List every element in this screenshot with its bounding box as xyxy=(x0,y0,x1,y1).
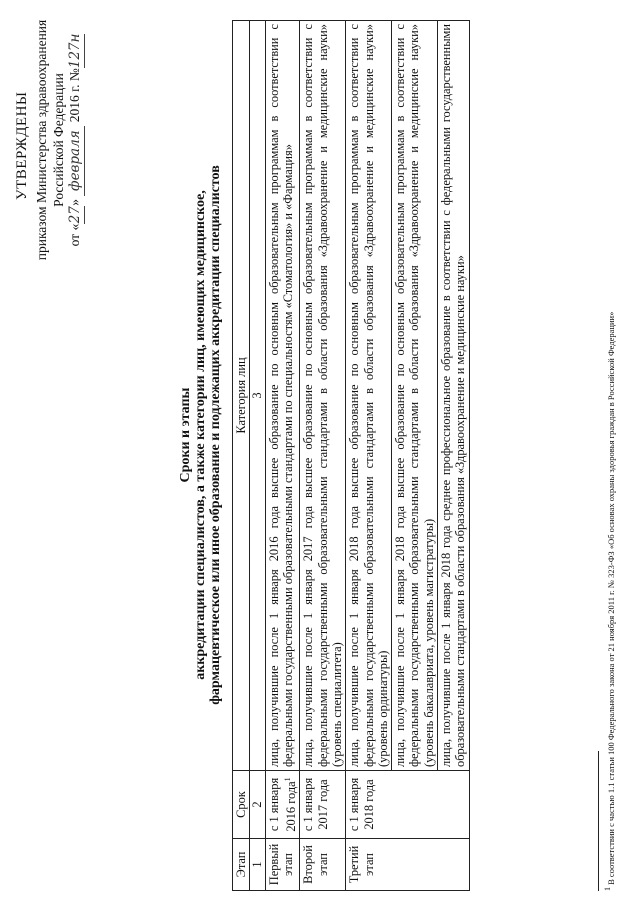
term-cell: с 1 января 2018 года xyxy=(346,771,469,839)
footnote-marker: 1 xyxy=(603,887,612,891)
table-header-cell: Этап xyxy=(233,839,250,891)
table-header-row xyxy=(233,21,250,891)
category-cell: лица, получившие после 1 января 2018 года высшее образование по основным образовательным программам в соответствии с федеральными государственными образовательными стандартами в области образования «Здравоохранение и медицинские науки» (уровень ординатуры) xyxy=(346,21,392,771)
term-cell: с 1 января 2017 года xyxy=(300,771,346,839)
column-number: 3 xyxy=(250,21,265,771)
table-row xyxy=(300,21,346,891)
table-header-cell: Категория лиц xyxy=(233,21,250,771)
stage-cell: Второй этап xyxy=(300,839,346,891)
approval-order-line1: приказом Министерства здравоохранения xyxy=(34,19,49,261)
table-row xyxy=(265,21,300,891)
category-cell: лица, получившие после 1 января 2017 года высшее образование по основным образовательным программам в соответствии с федеральными государственными образовательными стандартами в области образования «Здравоохранение и медицинские науки» (уровень специалитета) xyxy=(300,21,346,771)
title-line1: Сроки и этапы xyxy=(178,387,193,483)
table-number-row xyxy=(250,21,265,891)
footnote-marker: 1 xyxy=(282,777,292,782)
date-mid: » xyxy=(67,199,82,206)
category-cell: лица, получившие после 1 января 2018 года высшее образование по основным образовательным программам в соответствии с федеральными государственными образовательными стандартами в области образования «Здравоохранение и медицинские науки» (уровень бакалавриата, уровень магистратуры) xyxy=(392,21,438,771)
column-number: 2 xyxy=(250,771,265,839)
approval-order-block xyxy=(34,15,85,265)
category-cell: лица, получившие после 1 января 2018 года среднее профессиональное образование в соответствии с федеральными государственными образовательными стандартами в области образования «Здравоохранение и медицинские науки» xyxy=(437,21,469,771)
date-month-handwritten: февраля xyxy=(67,126,85,196)
table-header-cell: Срок xyxy=(233,771,250,839)
footnote-separator xyxy=(598,751,599,891)
category-cell: лица, получившие после 1 января 2016 года высшее образование по основным образовательным программам в соответствии с федеральными государственными образовательными стандартами по специальностям «Стоматология» и «Фармация» xyxy=(265,21,300,771)
approval-order-date xyxy=(67,15,85,265)
document-title xyxy=(178,55,223,815)
accreditation-table xyxy=(232,20,470,891)
title-line2: аккредитации специалистов, а также категории лиц, имеющих медицинское, xyxy=(193,190,208,680)
term-cell xyxy=(265,771,300,839)
table-row xyxy=(346,21,392,891)
approval-order-line2: Российской Федерации xyxy=(50,73,66,207)
approval-heading: УТВЕРЖДЕНЫ xyxy=(14,91,30,200)
column-number: 1 xyxy=(250,839,265,891)
date-prefix: от « xyxy=(67,223,82,247)
term-text: с 1 января 2016 года xyxy=(266,777,299,832)
stage-cell: Первый этап xyxy=(265,839,300,891)
footnote xyxy=(603,21,616,891)
stage-cell: Третий этап xyxy=(346,839,469,891)
date-day-handwritten: 27 xyxy=(67,206,83,224)
table-row xyxy=(437,21,469,891)
date-year: 2016 г. № xyxy=(67,68,82,123)
table-row xyxy=(392,21,438,891)
title-line3: фармацевтическое или иное образование и подлежащих аккредитации специалистов xyxy=(208,165,223,705)
order-number-handwritten: 127н xyxy=(67,33,83,69)
footnote-text: В соответствии с частью 1.1 статьи 100 Федерального закона от 21 ноября 2011 г. № 323-ФЗ «Об основах охраны здоровья граждан в Российской Федерации» xyxy=(605,311,616,887)
